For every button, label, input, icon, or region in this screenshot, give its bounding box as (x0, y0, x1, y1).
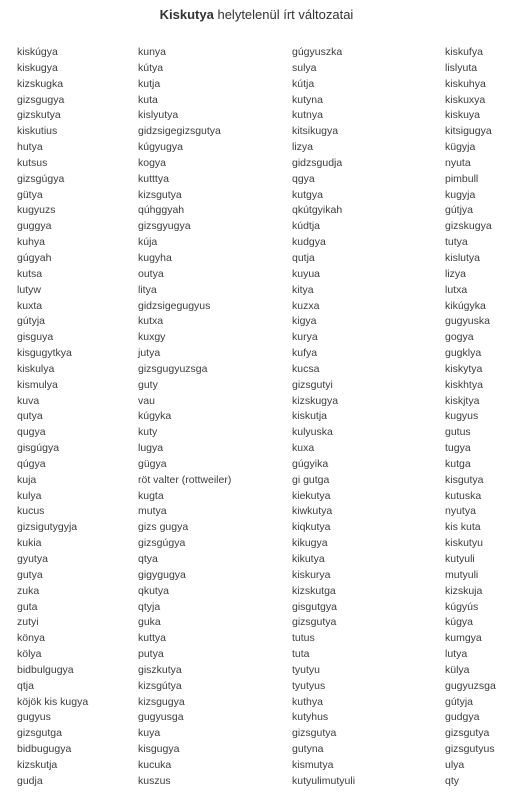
word-item: tuta (292, 648, 310, 661)
word-item: kúgya (445, 616, 474, 629)
word-item: gizsgúgya (17, 172, 65, 185)
word-column-3 (292, 45, 355, 790)
word-item: gugyus (17, 711, 51, 724)
word-item: gúgyika (292, 457, 329, 470)
word-item: gizsgutga (17, 727, 62, 740)
word-item: kutja (138, 77, 161, 90)
word-item: kuhya (17, 236, 46, 249)
word-item: kiwkutya (292, 505, 333, 518)
word-item: kuxa (292, 442, 315, 455)
word-item: gyutya (17, 553, 48, 565)
word-item: kuttya (138, 632, 167, 645)
word-item: gütya (17, 188, 43, 201)
word-item: zuka (17, 584, 40, 597)
word-item: tyutyus (292, 679, 326, 692)
word-item: gizsgutyi (292, 378, 333, 391)
word-item: kutga (445, 457, 471, 470)
word-column-2 (138, 45, 231, 790)
word-item: kukia (17, 537, 42, 550)
word-item: gúgyuszka (292, 46, 343, 58)
word-item: lizya (292, 141, 314, 154)
word-item: gutyna (292, 743, 324, 756)
word-item: kiskjtya (445, 394, 480, 407)
word-item: qutja (292, 251, 315, 264)
word-item: nyuta (445, 156, 471, 169)
word-item: kulyuska (292, 426, 333, 439)
word-item: gugyuska (445, 315, 490, 328)
word-item: ulya (445, 758, 465, 771)
word-item: gizs gugya (138, 521, 189, 534)
word-column-4 (445, 45, 496, 790)
word-item: kugyuzs (17, 204, 56, 217)
word-item: lugya (138, 442, 164, 455)
word-item: kiskytya (445, 362, 483, 375)
word-item: kutyhus (292, 711, 329, 724)
word-item: qtya (138, 553, 158, 565)
word-item: kizskutga (292, 584, 336, 597)
word-item: kisgugya (138, 743, 180, 756)
word-column-1 (17, 45, 88, 790)
word-item: lislyuta (445, 61, 478, 74)
word-item: qgya (292, 172, 315, 185)
word-item: gutus (445, 426, 471, 439)
title-bold: Kiskutya (159, 7, 214, 22)
word-item: kiskúgya (17, 46, 58, 58)
word-item: kumgya (445, 632, 482, 645)
word-item: kutsa (17, 267, 43, 280)
word-item: gugyusga (138, 711, 184, 724)
word-item: kúgyugya (138, 141, 183, 154)
word-item: gizsgutyus (445, 743, 495, 756)
word-item: zutyi (17, 616, 39, 629)
word-item: bidbugugya (17, 743, 72, 756)
word-item: gugklya (445, 347, 482, 360)
word-item: jutya (138, 347, 161, 360)
word-item: kiskugya (17, 61, 58, 74)
word-item: tutus (292, 632, 315, 645)
word-item: kucus (17, 505, 45, 518)
word-item: külya (445, 663, 470, 676)
word-item: kizskutja (17, 758, 58, 771)
word-item: kutyna (292, 93, 323, 106)
word-item: kiskuhya (445, 77, 486, 90)
word-item: kislyutya (138, 109, 179, 122)
word-item: gügya (138, 457, 167, 470)
word-item: kúja (138, 236, 158, 249)
word-item: kuxgy (138, 331, 166, 344)
word-item: gútyja (17, 315, 46, 328)
word-item: kucsa (292, 362, 320, 375)
word-item: qkutya (138, 584, 169, 597)
word-item: sulya (292, 61, 317, 74)
word-item: tutya (445, 236, 468, 249)
word-item: röt valter (rottweiler) (138, 473, 232, 486)
word-item: kizsgugya (138, 695, 185, 708)
word-item: kiskulya (17, 362, 55, 375)
word-item: kiskufya (445, 46, 483, 58)
word-item: kiskurya (292, 568, 331, 581)
word-item: kiskuxya (445, 93, 486, 106)
word-item: kuthya (292, 695, 323, 708)
word-item: litya (138, 283, 157, 296)
word-item: qutya (17, 410, 43, 423)
word-item: kizskugya (292, 394, 339, 407)
word-item: gudja (17, 774, 43, 787)
word-item: lutya (445, 648, 468, 661)
word-item: gútjya (445, 204, 474, 217)
word-item: gisgutgya (292, 600, 337, 613)
word-item: gútyja (445, 695, 474, 708)
word-item: qtyja (138, 600, 161, 613)
word-item: kizskugka (17, 77, 64, 90)
word-item: kunya (138, 46, 167, 58)
word-item: kiskhtya (445, 378, 483, 391)
word-item: kügyja (445, 141, 476, 154)
word-item: kismulya (17, 378, 58, 391)
word-item: guty (138, 378, 158, 391)
word-item: köjök kis kugya (17, 695, 89, 708)
word-item: mutyuli (445, 568, 479, 581)
word-item: gizsigutygyja (17, 521, 78, 534)
word-item: kuzxa (292, 299, 320, 312)
word-item: kitya (292, 283, 314, 296)
word-item: kuja (17, 473, 37, 486)
word-item: kufya (292, 347, 318, 360)
word-item: putya (138, 648, 164, 661)
word-item: kutnya (292, 109, 323, 122)
word-item: kikutya (292, 553, 325, 565)
word-item: qtja (17, 679, 34, 692)
word-item: gogya (445, 331, 474, 344)
word-item: lizya (445, 267, 467, 280)
word-item: gigygugya (138, 568, 186, 581)
word-item: bidbulgugya (17, 663, 74, 676)
word-item: qty (445, 774, 460, 787)
word-item: qugya (17, 426, 46, 439)
word-item: gizskugya (445, 220, 492, 233)
word-item: gizsgutya (292, 727, 337, 740)
word-item: kudgya (292, 236, 326, 249)
word-item: kutgya (292, 188, 323, 201)
word-item: kitsigugya (445, 125, 492, 138)
word-item: tugya (445, 442, 471, 455)
word-item: qúgya (17, 457, 46, 470)
word-item: guggya (17, 220, 52, 233)
word-item: kugyja (445, 188, 476, 201)
word-item: kigya (292, 315, 317, 328)
word-item: gizsgugyuzsga (138, 362, 208, 375)
word-item: outya (138, 267, 164, 280)
word-item: gidzsigegizsgutya (138, 125, 221, 138)
word-item: kutyulimutyuli (292, 774, 356, 787)
word-item: gutya (17, 568, 43, 581)
word-item: lutyw (17, 283, 41, 296)
word-item: giszkutya (138, 663, 182, 676)
word-item: hutya (17, 141, 43, 154)
word-item: kútya (138, 61, 164, 74)
word-item: gizskutya (17, 109, 61, 122)
word-item: kiqkutya (292, 521, 331, 534)
word-item: kúgyka (138, 410, 172, 423)
word-item: kislutya (445, 251, 481, 264)
word-item: gugyuzsga (445, 679, 496, 692)
word-item: gisgúgya (17, 442, 60, 455)
word-item: kiekutya (292, 489, 331, 502)
word-item: guta (17, 600, 38, 613)
word-item: kiskutius (17, 125, 58, 138)
word-item: kizsgutya (138, 188, 182, 201)
word-item: gúgyah (17, 251, 52, 264)
word-item: kúdtja (292, 220, 321, 233)
word-item: kikugya (292, 537, 328, 550)
word-item: kuxta (17, 299, 43, 312)
word-item: kizsgútya (138, 679, 182, 692)
word-item: gizsgutya (292, 616, 337, 629)
word-item: kuyua (292, 267, 321, 280)
word-item: qúhggyah (138, 204, 185, 217)
word-item: kurya (292, 331, 318, 344)
word-item: kiskutja (292, 410, 328, 423)
word-item: gi gutga (292, 473, 330, 486)
word-item: kutxa (138, 315, 164, 328)
word-item: kutyuli (445, 553, 475, 565)
word-item: kitsikugya (292, 125, 339, 138)
word-item: lutxa (445, 283, 468, 296)
word-item: kismutya (292, 758, 334, 771)
word-item: gizsgúgya (138, 537, 186, 550)
word-item: vau (138, 394, 155, 407)
word-item: nyutya (445, 505, 476, 518)
word-item: kisgugytkya (17, 347, 72, 360)
word-item: tyutyu (292, 663, 321, 676)
word-item: könya (17, 632, 46, 645)
word-item: kulya (17, 489, 42, 502)
title-rest: helytelenül írt változatai (213, 7, 354, 22)
word-item: kutsus (17, 156, 48, 169)
word-item: kugyus (445, 410, 479, 423)
word-item: kisgutya (445, 473, 484, 486)
word-item: kogya (138, 156, 167, 169)
word-item: gidzsigegugyus (138, 299, 211, 312)
word-item: kuta (138, 93, 158, 106)
word-item: gudgya (445, 711, 480, 724)
word-item: guka (138, 616, 161, 629)
word-item: gizsgyugya (138, 220, 191, 233)
word-item: kutttya (138, 172, 169, 185)
word-item: kuya (138, 727, 161, 740)
word-item: kucuka (138, 758, 172, 771)
page-title (0, 7, 513, 22)
word-item: kis kuta (445, 521, 481, 534)
word-item: kutuska (445, 489, 482, 502)
word-item: kúgyús (445, 600, 479, 613)
word-item: kuszus (138, 774, 171, 787)
word-item: kuva (17, 394, 40, 407)
word-item: qkútgyikah (292, 204, 343, 217)
word-item: kútja (292, 77, 315, 90)
word-item: kiskutyu (445, 537, 483, 550)
word-item: kölya (17, 648, 42, 661)
word-item: kugyha (138, 251, 172, 264)
word-item: gizsgugya (17, 93, 65, 106)
word-item: kiskuya (445, 109, 481, 122)
word-item: kuty (138, 426, 158, 439)
word-item: kugta (138, 489, 164, 502)
word-item: pimbull (445, 172, 479, 185)
word-item: gizsgutya (445, 727, 490, 740)
word-item: mutya (138, 505, 167, 518)
word-item: gidzsgudja (292, 156, 343, 169)
word-item: kizskuja (445, 584, 483, 597)
word-item: gisguya (17, 331, 54, 344)
word-item: kikúgyka (445, 299, 486, 312)
